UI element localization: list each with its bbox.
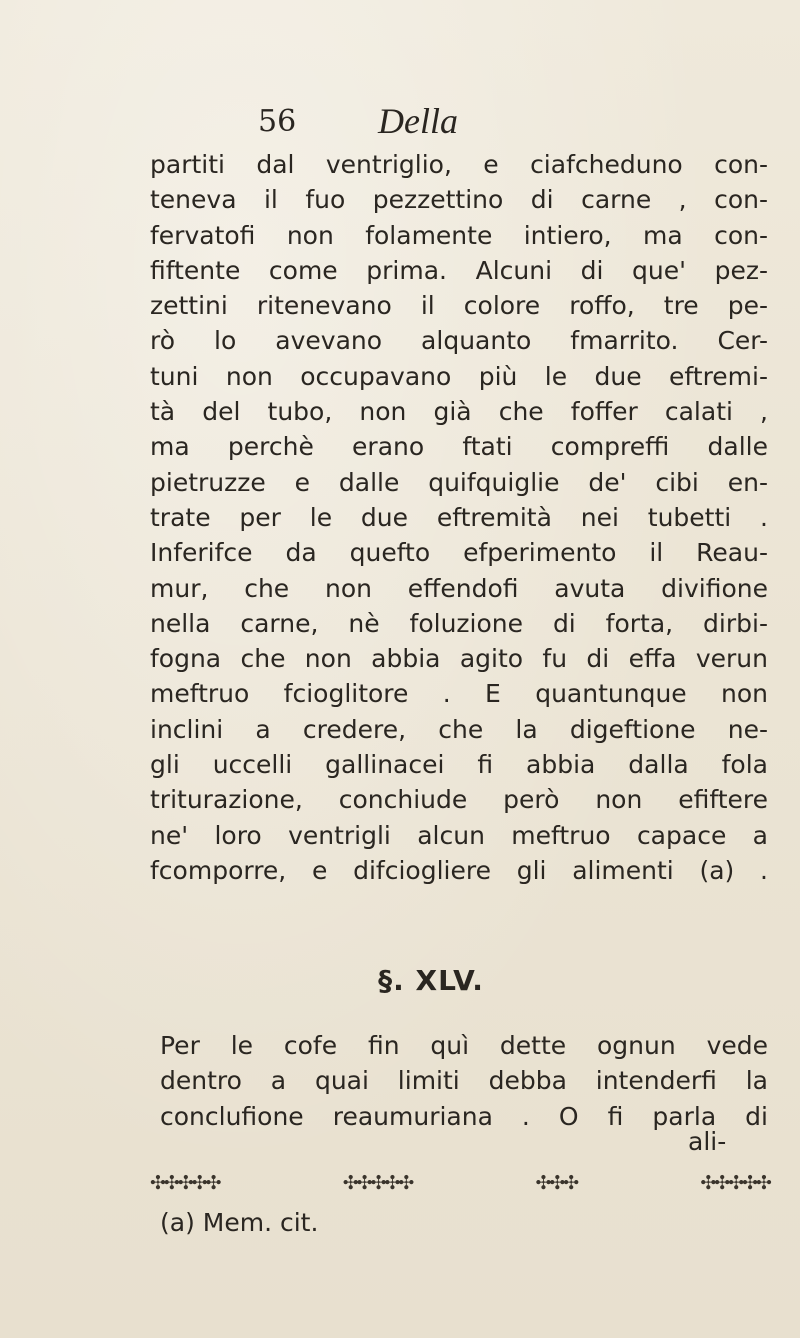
text-line: fervatofi non folamente intiero, ma con-	[150, 220, 768, 250]
text-line: tuni non occupavano più le due eftremi-	[150, 361, 768, 391]
text-line: fogna che non abbia agito fu di effa verun	[150, 644, 768, 674]
text-line: fcomporre, e difciogliere gli alimenti (a) .	[150, 855, 768, 885]
ornament-group: ✣✣✣	[535, 1172, 578, 1194]
section-heading	[0, 964, 800, 997]
text-line: trate per le due eftremità nei tubetti .	[150, 502, 768, 532]
text-line: rò lo avevano alquanto fmarrito. Cer-	[150, 326, 768, 356]
catchword: ali-	[688, 1127, 727, 1156]
text-line: teneva il fuo pezzettino di carne , con-	[150, 185, 768, 215]
text-line: Per le cofe fin quì dette ognun vede	[160, 1031, 768, 1060]
ornament-rule	[150, 1172, 770, 1196]
text-line: gli uccelli gallinacei fi abbia dalla fola	[150, 750, 768, 780]
ornament-group: ✣✣✣✣✣	[700, 1172, 770, 1194]
text-line: triturazione, conchiude però non efiftere	[150, 785, 768, 815]
paragraph-main	[150, 147, 768, 888]
running-title: Della	[378, 101, 458, 141]
text-line: mur, che non effendofi avuta divifione	[150, 573, 768, 603]
text-line: meftruo fcioglitore . E quantunque non	[150, 679, 768, 709]
text-line: ma perchè erano ftati compreffi dalle	[150, 432, 768, 462]
text-line: tà del tubo, non già che foffer calati ,	[150, 397, 768, 427]
section-heading-text: §. XLV.	[378, 964, 484, 997]
text-line: conclufione reaumuriana . O fi parla di	[160, 1101, 768, 1131]
page-number: 56	[258, 104, 297, 139]
ornament-group: ✣✣✣✣✣	[342, 1172, 413, 1194]
text-line: partiti dal ventriglio, e ciafcheduno con-	[150, 150, 768, 179]
paragraph-second	[160, 1028, 768, 1134]
text-line: Inferifce da quefto efperimento il Reau-	[150, 538, 768, 568]
ornament-group: ✣✣✣✣✣	[150, 1172, 220, 1194]
text-line: ne' loro ventrigli alcun meftruo capace a	[150, 820, 768, 850]
text-line: fiftente come prima. Alcuni di que' pez-	[150, 255, 768, 285]
text-line: pietruzze e dalle quifquiglie de' cibi en-	[150, 467, 768, 497]
footnote: (a) Mem. cit.	[160, 1208, 319, 1237]
text-line: inclini a credere, che la digeftione ne-	[150, 714, 768, 744]
text-line: nella carne, nè foluzione di forta, dirbi-	[150, 608, 768, 638]
page-header	[258, 100, 558, 144]
text-line: zettini ritenevano il colore roffo, tre pe-	[150, 291, 768, 321]
text-line: dentro a quai limiti debba intenderfi la	[160, 1066, 768, 1096]
